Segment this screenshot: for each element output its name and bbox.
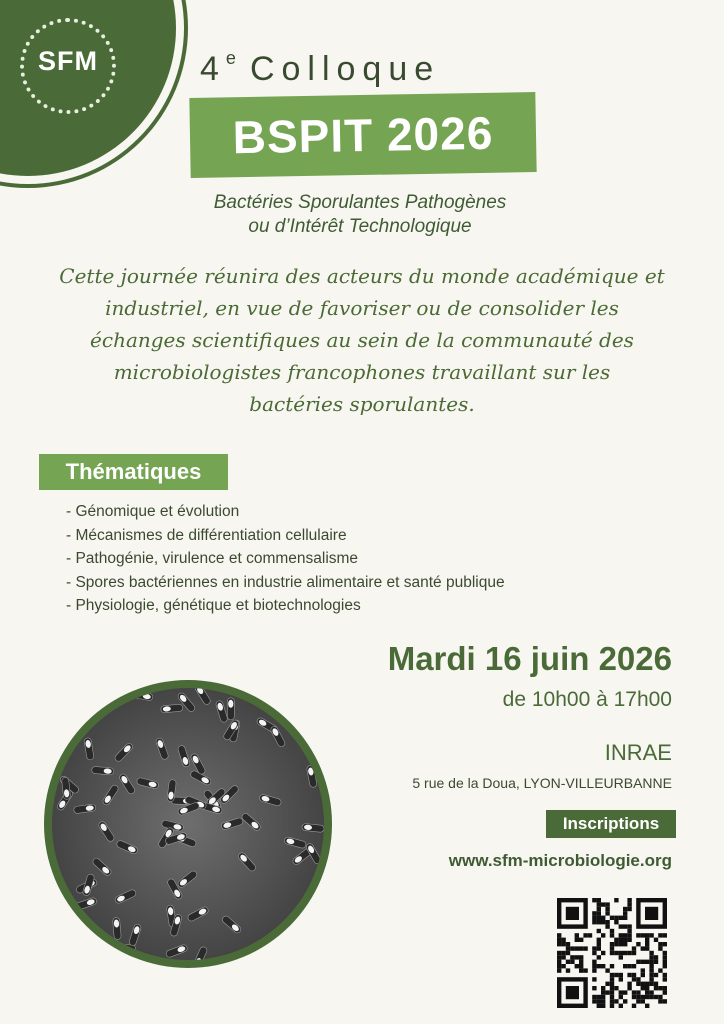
micrograph-image	[44, 680, 332, 968]
website-link[interactable]: www.sfm-microbiologie.org	[448, 851, 672, 870]
subtitle-line: ou d’Intérêt Technologique	[248, 216, 472, 237]
edition-superscript: e	[225, 47, 236, 68]
event-title: BSPIT 2026	[189, 92, 536, 178]
colloque-label: Colloque	[249, 50, 441, 88]
intro-line: Cette journée réunira des acteurs du monde académique et	[59, 264, 665, 288]
event-date: Mardi 16 juin 2026	[387, 640, 672, 677]
bacteria-micrograph-icon	[52, 688, 324, 960]
event-subtitle	[150, 191, 570, 239]
event-venue: INRAE	[604, 740, 672, 765]
intro-line: industriel, en vue de favoriser ou de consolider les	[105, 296, 619, 320]
logo-text: SFM	[38, 46, 98, 76]
intro-line: bactéries sporulantes.	[249, 392, 475, 416]
inscriptions-badge[interactable]: Inscriptions	[546, 810, 676, 838]
list-item: - Physiologie, génétique et biotechnologies	[66, 594, 505, 618]
thematiques-title: Thématiques	[39, 454, 228, 490]
edition-heading	[200, 47, 441, 89]
edition-number: 4	[200, 50, 226, 88]
list-item: - Pathogénie, virulence et commensalisme	[66, 547, 505, 571]
qr-code-icon[interactable]	[557, 898, 667, 1008]
subtitle-line: Bactéries Sporulantes Pathogènes	[213, 192, 507, 213]
list-item: - Mécanismes de différentiation cellulaire	[66, 524, 505, 548]
list-item: - Spores bactériennes en industrie alimentaire et santé publique	[66, 571, 505, 595]
thematiques-list	[66, 500, 505, 618]
intro-line: échanges scientifiques au sein de la communauté des	[90, 328, 634, 352]
intro-line: microbiologistes francophones travaillant sur les	[113, 360, 611, 384]
event-address: 5 rue de la Doua, LYON-VILLEURBANNE	[412, 775, 672, 791]
list-item: - Génomique et évolution	[66, 500, 505, 524]
event-hours: de 10h00 à 17h00	[502, 688, 672, 711]
intro-paragraph	[40, 260, 684, 420]
